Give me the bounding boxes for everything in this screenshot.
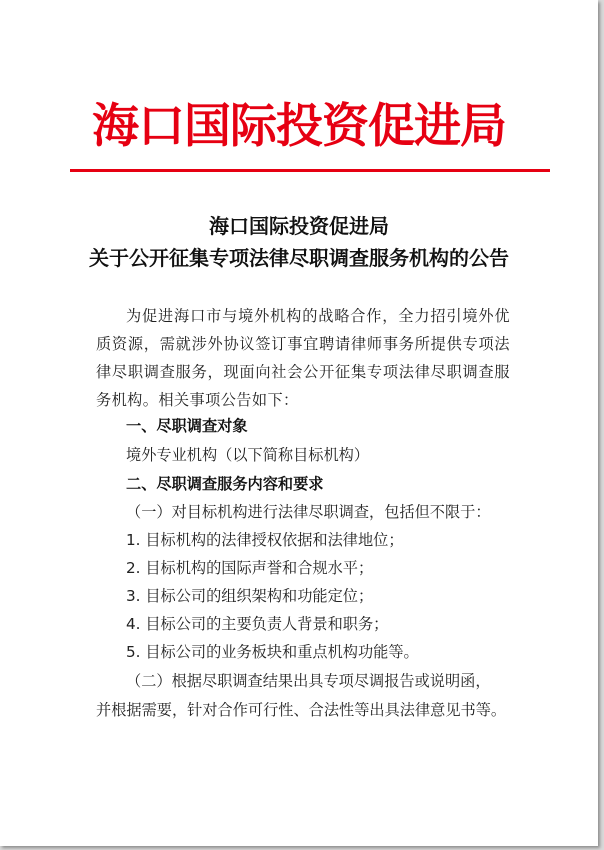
document-title-line-1: 海口国际投资促进局 — [209, 214, 389, 238]
section-1-heading: 一、尽职调查对象 — [126, 417, 248, 435]
list-item: 2. 目标机构的国际声誉和合规水平； — [126, 559, 374, 577]
section-2-heading: 二、尽职调查服务内容和要求 — [126, 475, 324, 493]
org-header-title: 海口国际投资促进局 — [92, 99, 506, 154]
section-2-sub-2-line-2: 并根据需要，针对合作可行性、合法性等出具法律意见书等。 — [96, 701, 507, 719]
section-2-sub-1: （一）对目标机构进行法律尽职调查，包括但不限于： — [126, 503, 491, 521]
list-item: 3. 目标公司的组织架构和功能定位； — [126, 587, 374, 605]
list-item: 1. 目标机构的法律授权依据和法律地位； — [126, 531, 404, 549]
section-2-sub-2-line-1: （二）根据尽职调查结果出具专项尽调报告或说明函， — [126, 672, 491, 690]
intro-paragraph: 为促进海口市与境外机构的战略合作，全力招引境外优质资源，需就涉外协议签订事宜聘请律师事务所提供专项法律尽职调查服务，现面向社会公开征集专项法律尽职调查服务机构。相关事项公告如下： — [96, 307, 510, 409]
header-red-rule — [70, 169, 550, 172]
document-title-line-2: 关于公开征集专项法律尽职调查服务机构的公告 — [89, 246, 509, 270]
intro-paragraph-block — [96, 302, 510, 414]
list-item: 5. 目标公司的业务板块和重点机构功能等。 — [126, 643, 419, 661]
section-1-content: 境外专业机构（以下简称目标机构） — [126, 446, 369, 464]
list-item: 4. 目标公司的主要负责人背景和职务； — [126, 615, 389, 633]
